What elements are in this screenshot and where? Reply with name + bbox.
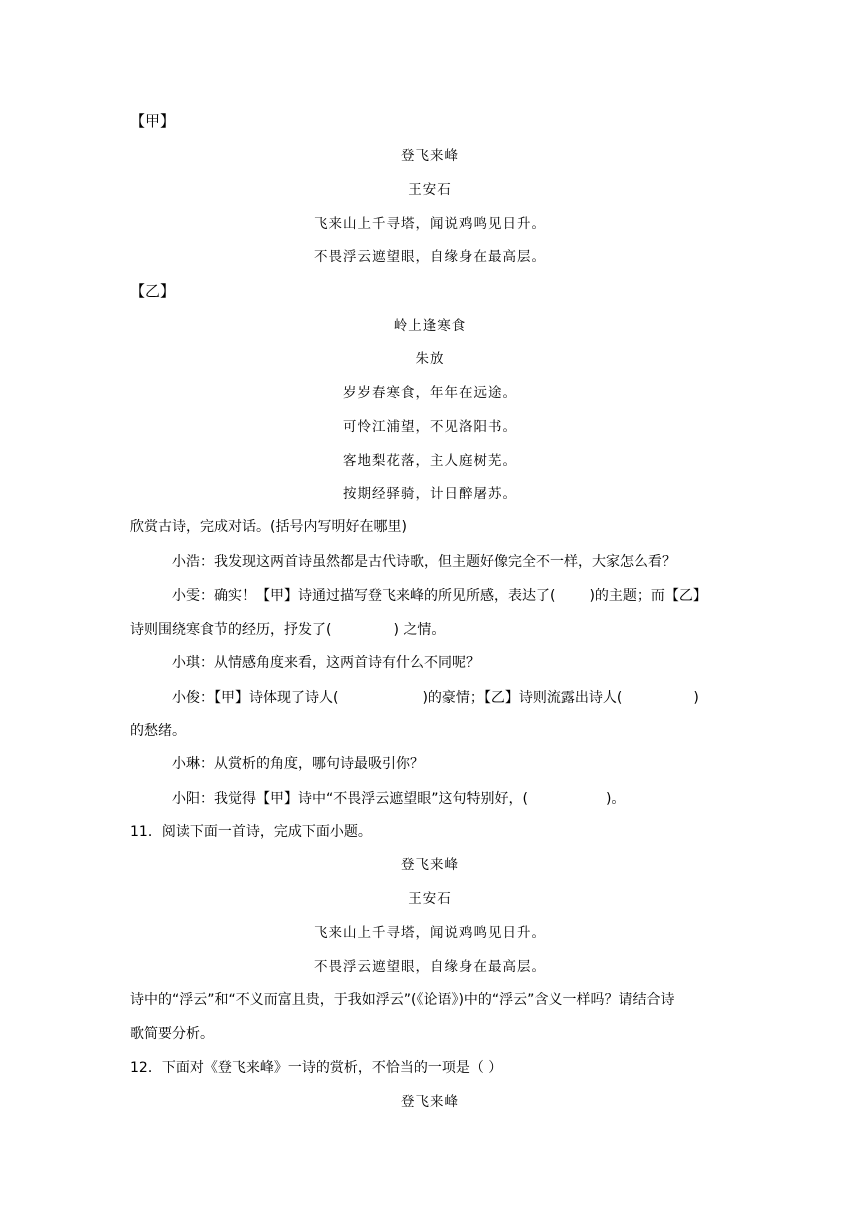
dialogue-text: )。: [605, 791, 626, 807]
poem-b-title: 岭上逢寒食: [393, 318, 467, 334]
dialogue-text: 小阳：我觉得【甲】诗中“不畏浮云遮望眼”这句特别好，(: [172, 791, 528, 807]
poem-a-author: 王安石: [408, 182, 452, 198]
poem-a-line-1: 飞来山上千寻塔，闻说鸡鸣见日升。: [314, 216, 546, 232]
q11-question-line-1: 诗中的“浮云”和“不义而富且贵，于我如浮云”(《论语》)中的“浮云”含义一样吗？请结合诗: [130, 992, 675, 1008]
q11-poem-line-1: 飞来山上千寻塔，闻说鸡鸣见日升。: [314, 925, 546, 941]
dialogue-text: 小雯：确实！【甲】诗通过描写登飞来峰的所见所感，表达了(: [172, 588, 556, 604]
task-instruction: 欣赏古诗，完成对话。(括号内写明好在哪里): [130, 519, 407, 535]
dialogue-text: ) 之情。: [393, 622, 446, 638]
poem-a-label: 【甲】: [130, 112, 176, 130]
dialogue-xiaoqi: 小琪：从情感角度来看，这两首诗有什么不同呢？: [172, 655, 480, 671]
dialogue-xiaowen: [172, 587, 707, 605]
dialogue-xiaoyang: [172, 790, 625, 808]
q11-poem-author: 王安石: [408, 891, 452, 907]
dialogue-text: ): [693, 690, 699, 706]
q11-poem-line-2: 不畏浮云遮望眼，自缘身在最高层。: [314, 959, 546, 975]
dialogue-xiaojun-cont: 的愁绪。: [130, 723, 186, 739]
poem-a-title: 登飞来峰: [401, 148, 459, 164]
poem-b-label: 【乙】: [130, 282, 176, 300]
poem-b-line-1: 岁岁春寒食，年年在远途。: [343, 385, 517, 401]
dialogue-text: )的主题；而【乙】: [589, 588, 707, 604]
q12-stem: 12．下面对《登飞来峰》一诗的赏析，不恰当的一项是（ ）: [130, 1060, 503, 1076]
poem-b-line-4: 按期经驿骑，计日醉屠苏。: [343, 486, 517, 502]
q11-question-line-2: 歌简要分析。: [130, 1026, 214, 1042]
dialogue-xiaowen-cont: [130, 621, 740, 639]
q11-poem-title: 登飞来峰: [401, 857, 459, 873]
poem-a-line-2: 不畏浮云遮望眼，自缘身在最高层。: [314, 249, 546, 265]
q12-poem-title: 登飞来峰: [401, 1094, 459, 1110]
poem-b-line-3: 客地梨花落，主人庭树芜。: [343, 453, 517, 469]
poem-b-line-2: 可怜江浦望，不见洛阳书。: [343, 419, 517, 435]
dialogue-xiaojun: [172, 689, 699, 707]
poem-b-author: 朱放: [415, 351, 445, 367]
dialogue-text: 小俊：【甲】诗体现了诗人(: [172, 690, 339, 706]
q11-stem: 11．阅读下面一首诗，完成下面小题。: [130, 824, 372, 840]
dialogue-xiaohao: 小浩：我发现这两首诗虽然都是古代诗歌，但主题好像完全不一样，大家怎么看？: [172, 554, 676, 570]
dialogue-text: 诗则围绕寒食节的经历，抒发了(: [130, 622, 332, 638]
dialogue-text: )的豪情；【乙】诗则流露出诗人(: [422, 690, 623, 706]
dialogue-xiaolin: 小琳：从赏析的角度，哪句诗最吸引你？: [172, 756, 424, 772]
